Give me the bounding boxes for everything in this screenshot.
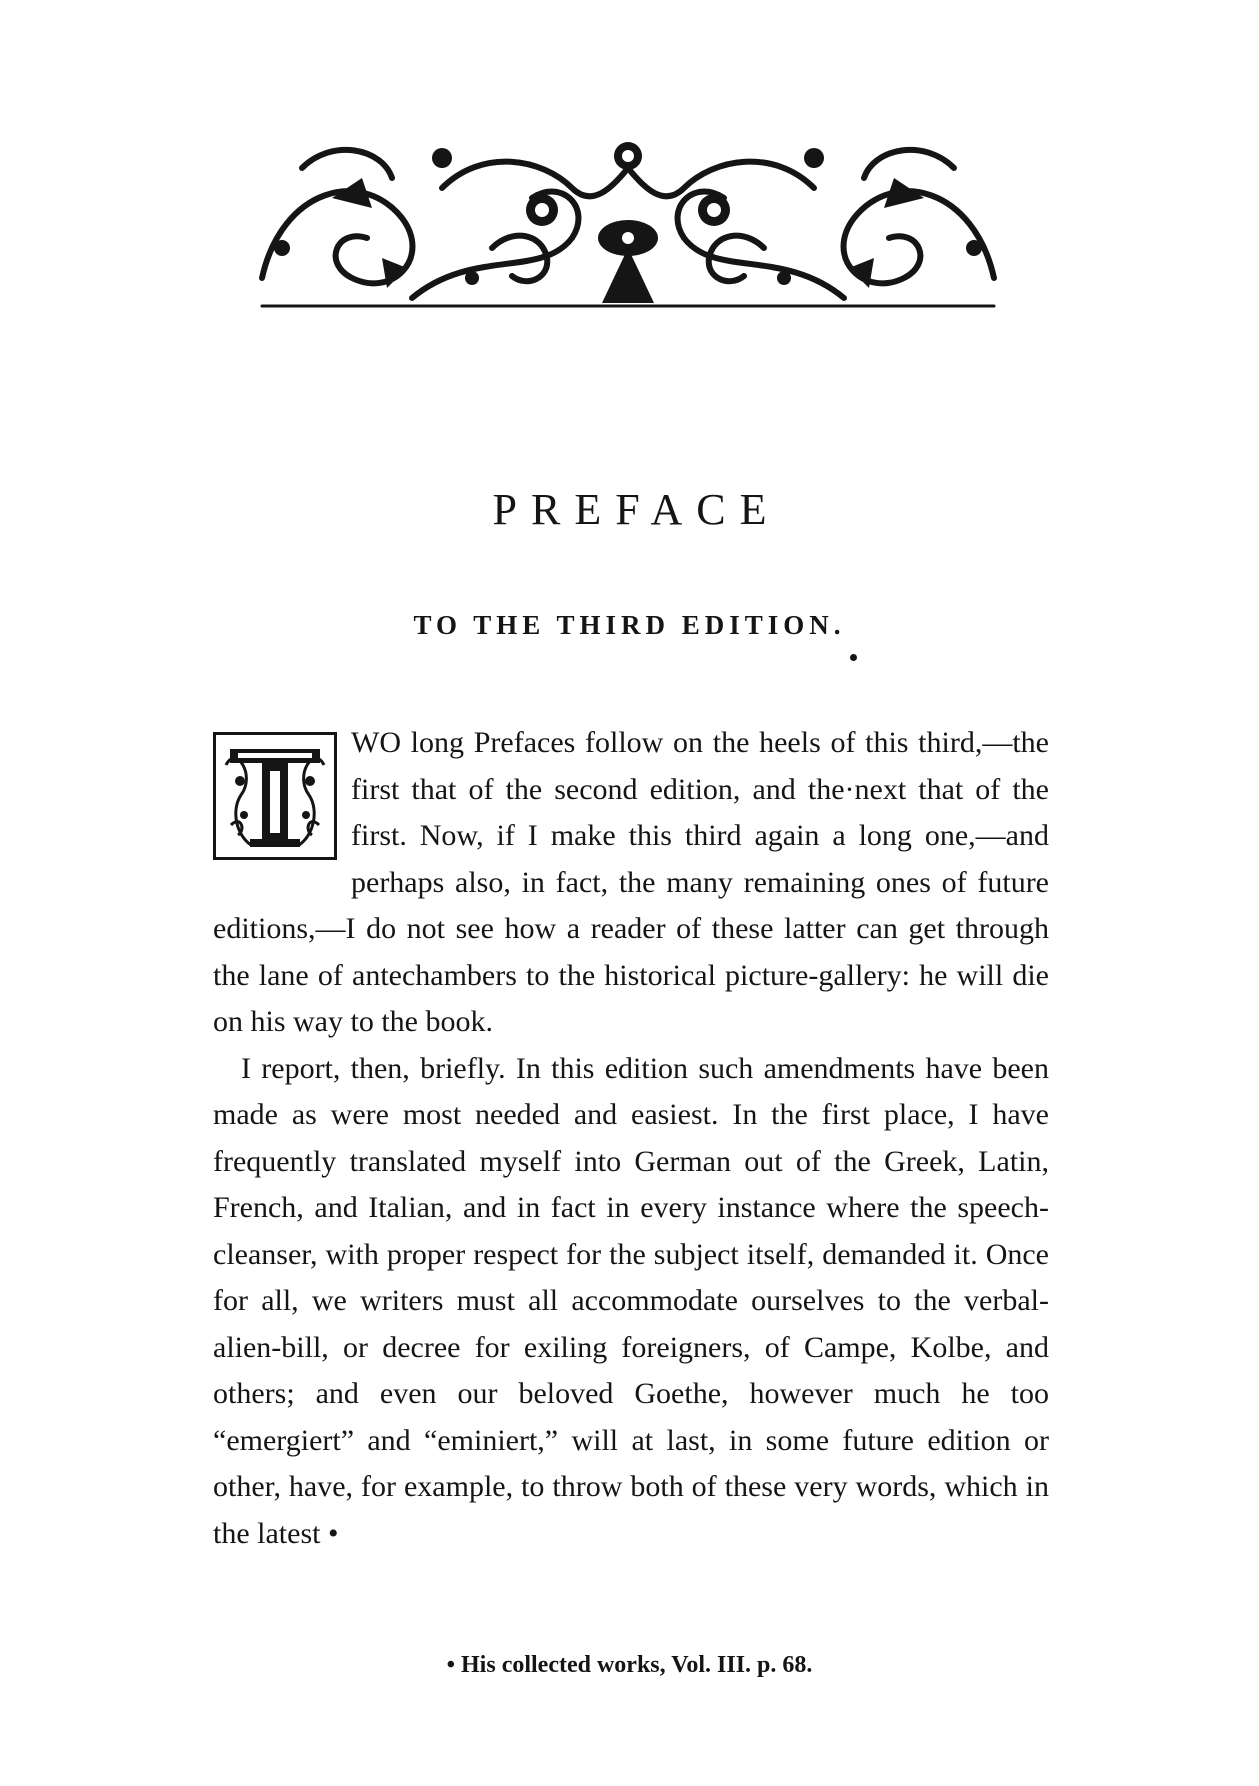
footnote: • His collected works, Vol. III. p. 68.	[446, 1652, 813, 1678]
page-title: PREFACE	[492, 485, 781, 534]
paragraph-2: I report, then, briefly. In this edition such amendments have been made as were most needed and easiest. In the first place, I have frequently translated myself into German out of the Greek, Latin, French, and Italian, and in fact in every instance where the speech-cleanser, with proper respect for the subject itself, demanded it. Once for all, we writers must all accommodate ourselves to the verbal-alien-bill, or decree for exiling foreigners, of Campe, Kolbe, and others; and even our beloved Goethe, however much he too “emergiert” and “eminiert,” will at last, in some future edition or other, have, for example, to throw both of these very words, which in the latest •	[213, 1051, 1049, 1550]
paragraph-1	[213, 720, 1049, 1046]
preface-body	[213, 720, 1049, 1557]
floral-headpiece-ornament	[242, 128, 1014, 316]
decorated-initial-t	[213, 732, 337, 860]
paragraph-1-text: WO long Prefaces follow on the heels of this third,—the first that of the second edition, and the·next that of the first. Now, if I make this third again a long one,—and perhaps also, in fact, the many remaining ones of future editions,—I do not see how a reader of these latter can get through the lane of antechambers to the historical picture-gallery: he will die on his way to the book.	[213, 726, 1049, 1038]
print-mark-dot	[850, 654, 857, 661]
page-subtitle: TO THE THIRD EDITION.	[413, 610, 846, 640]
